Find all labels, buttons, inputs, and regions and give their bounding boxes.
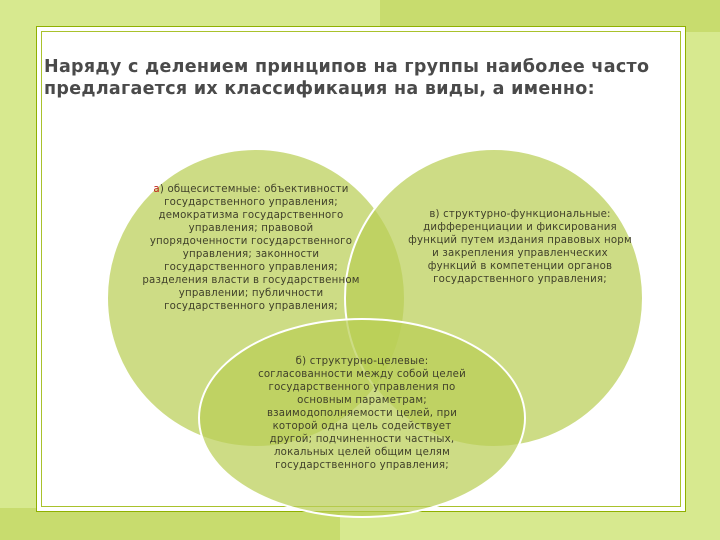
circle-a-body: ) общесистемные: объективности государственного управления; демократизма государственного управления; правовой упорядоченности государственного управления; законности государственного управления; разделения власти в государственном управлении; публичности государственного управления; [142,184,360,312]
decor-bar-bottom [0,508,340,540]
circle-a-letter: а [153,184,160,195]
slide-title [44,56,664,100]
circle-b-text: б) структурно-целевые: согласованности между собой целей государственного управления по основным параметрам; взаимодополняемости целей, при которой одна цель содействует другой; подчиненности частных, локальных целей общим целям государственного управления; [258,356,466,471]
title-line-1: Наряду с делением принципов на группы наиболее часто [44,57,650,77]
title-line-2: предлагается их классификация на виды, а именно: [44,79,595,99]
circle-a-text [140,183,362,313]
circle-v-text: в) структурно-функциональные: дифференциации и фиксирования функций путем издания правовых норм и закрепления управленческих функций в компетенции органов государственного управления; [408,209,632,285]
